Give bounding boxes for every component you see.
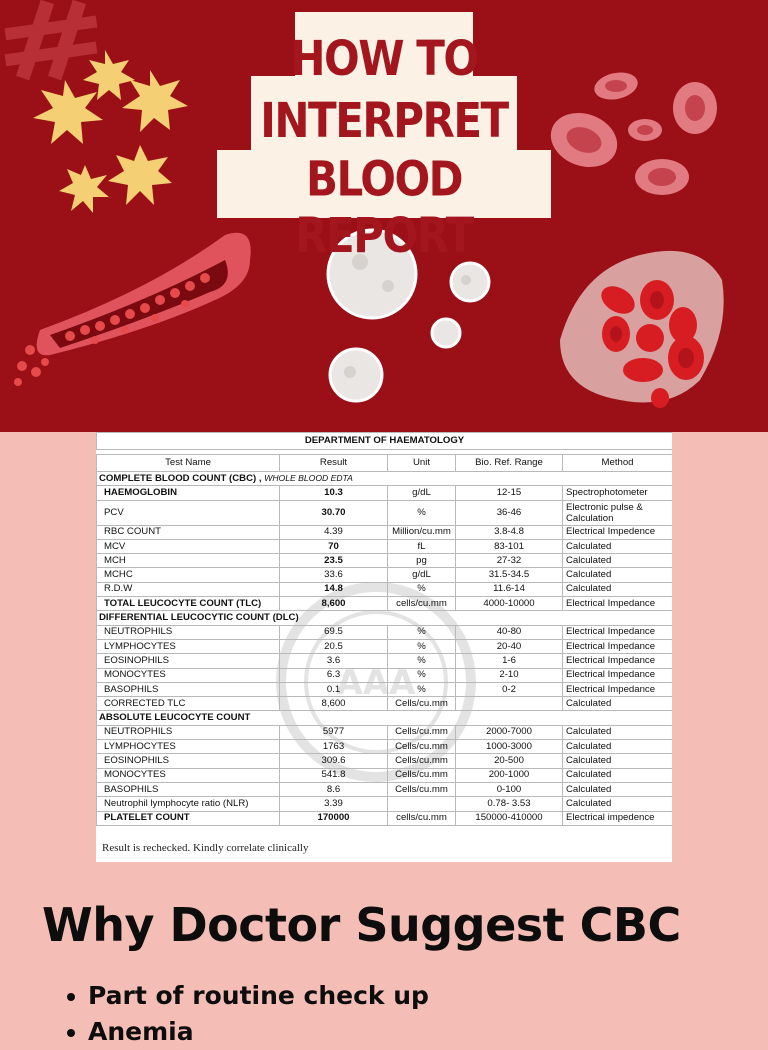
- unit-cell: %: [388, 625, 456, 639]
- range-cell: 36-46: [456, 500, 563, 525]
- blood-vessel-icon: [14, 233, 251, 386]
- range-cell: 0.78- 3.53: [456, 797, 563, 811]
- test-name-cell: PCV: [97, 500, 280, 525]
- range-cell: 200-1000: [456, 768, 563, 782]
- result-cell: 170000: [280, 811, 388, 825]
- title-line-2: INTERPRET: [260, 92, 508, 149]
- result-cell: 33.6: [280, 568, 388, 582]
- cbc-sample-type: WHOLE BLOOD EDTA: [264, 473, 353, 484]
- reason-item-2: Anemia: [88, 1014, 429, 1050]
- result-cell: 8,600: [280, 697, 388, 711]
- method-cell: Electrical impedence: [563, 811, 673, 825]
- table-row: [97, 539, 673, 553]
- table-row: [97, 697, 673, 711]
- unit-cell: g/dL: [388, 568, 456, 582]
- method-cell: Calculated: [563, 754, 673, 768]
- hero-banner: [0, 0, 768, 432]
- test-name-cell: MONOCYTES: [97, 768, 280, 782]
- table-row: [97, 811, 673, 825]
- method-cell: Spectrophotometer: [563, 486, 673, 500]
- result-cell: 8,600: [280, 597, 388, 611]
- range-cell: 27-32: [456, 554, 563, 568]
- range-cell: [456, 697, 563, 711]
- unit-cell: %: [388, 668, 456, 682]
- result-cell: 3.39: [280, 797, 388, 811]
- range-cell: 31.5-34.5: [456, 568, 563, 582]
- method-cell: Electronic pulse & Calculation: [563, 500, 673, 525]
- blood-report-table-image: [96, 432, 672, 862]
- unit-cell: pg: [388, 554, 456, 568]
- method-cell: Calculated: [563, 568, 673, 582]
- result-cell: 69.5: [280, 625, 388, 639]
- test-name-cell: NEUTROPHILS: [97, 625, 280, 639]
- method-cell: Electrical Impedance: [563, 682, 673, 696]
- test-name-cell: MCH: [97, 554, 280, 568]
- cbc-heading: COMPLETE BLOOD COUNT (CBC) ,: [99, 473, 262, 485]
- unit-cell: Cells/cu.mm: [388, 740, 456, 754]
- unit-cell: %: [388, 654, 456, 668]
- test-name-cell: Neutrophil lymphocyte ratio (NLR): [97, 797, 280, 811]
- unit-cell: %: [388, 500, 456, 525]
- result-cell: 1763: [280, 740, 388, 754]
- test-name-cell: R.D.W: [97, 582, 280, 596]
- test-name-cell: RBC COUNT: [97, 525, 280, 539]
- result-cell: 541.8: [280, 768, 388, 782]
- unit-cell: cells/cu.mm: [388, 811, 456, 825]
- section-heading: Why Doctor Suggest CBC: [42, 898, 681, 952]
- table-row: [97, 668, 673, 682]
- table-row: [97, 500, 673, 525]
- reasons-list: [88, 978, 429, 1050]
- unit-cell: Cells/cu.mm: [388, 725, 456, 739]
- range-cell: 0-2: [456, 682, 563, 696]
- test-name-cell: TOTAL LEUCOCYTE COUNT (TLC): [97, 597, 280, 611]
- result-cell: 0.1: [280, 682, 388, 696]
- unit-cell: [388, 797, 456, 811]
- unit-cell: %: [388, 639, 456, 653]
- test-name-cell: MONOCYTES: [97, 668, 280, 682]
- result-cell: 30.70: [280, 500, 388, 525]
- hash-decoration: [5, 0, 98, 80]
- unit-cell: Million/cu.mm: [388, 525, 456, 539]
- table-row: [97, 754, 673, 768]
- table-row: [97, 654, 673, 668]
- col-range: Bio. Ref. Range: [456, 455, 563, 472]
- range-cell: 83-101: [456, 539, 563, 553]
- method-cell: Calculated: [563, 725, 673, 739]
- unit-cell: Cells/cu.mm: [388, 768, 456, 782]
- range-cell: 2000-7000: [456, 725, 563, 739]
- method-cell: Calculated: [563, 697, 673, 711]
- result-cell: 4.39: [280, 525, 388, 539]
- range-cell: 0-100: [456, 782, 563, 796]
- method-cell: Calculated: [563, 582, 673, 596]
- range-cell: 20-500: [456, 754, 563, 768]
- test-name-cell: PLATELET COUNT: [97, 811, 280, 825]
- method-cell: Electrical Impedence: [563, 525, 673, 539]
- dlc-section-row: [97, 611, 673, 625]
- test-name-cell: CORRECTED TLC: [97, 697, 280, 711]
- range-cell: 3.8-4.8: [456, 525, 563, 539]
- range-cell: 12-15: [456, 486, 563, 500]
- method-cell: Calculated: [563, 539, 673, 553]
- table-row: [97, 554, 673, 568]
- table-row: [97, 597, 673, 611]
- test-name-cell: MCHC: [97, 568, 280, 582]
- col-result: Result: [280, 455, 388, 472]
- alc-heading: ABSOLUTE LEUCOCYTE COUNT: [97, 711, 673, 725]
- unit-cell: Cells/cu.mm: [388, 697, 456, 711]
- method-cell: Electrical Impedance: [563, 654, 673, 668]
- method-cell: Electrical Impedance: [563, 597, 673, 611]
- test-name-cell: EOSINOPHILS: [97, 654, 280, 668]
- table-row: [97, 486, 673, 500]
- range-cell: 40-80: [456, 625, 563, 639]
- report-note: Result is rechecked. Kindly correlate clinically: [102, 842, 309, 854]
- reason-item-1: Part of routine check up: [88, 978, 429, 1014]
- unit-cell: g/dL: [388, 486, 456, 500]
- result-cell: 10.3: [280, 486, 388, 500]
- table-row: [97, 740, 673, 754]
- table-row: [97, 768, 673, 782]
- method-cell: Calculated: [563, 782, 673, 796]
- range-cell: 1-6: [456, 654, 563, 668]
- unit-cell: Cells/cu.mm: [388, 754, 456, 768]
- title-block: [217, 12, 551, 264]
- test-name-cell: LYMPHOCYTES: [97, 639, 280, 653]
- title-line-1: HOW TO: [290, 30, 478, 87]
- method-cell: Calculated: [563, 797, 673, 811]
- table-row: [97, 525, 673, 539]
- col-test-name: Test Name: [97, 455, 280, 472]
- alc-rows: [97, 725, 673, 825]
- haematology-table: [96, 432, 672, 826]
- table-row: [97, 639, 673, 653]
- method-cell: Calculated: [563, 768, 673, 782]
- range-cell: 2-10: [456, 668, 563, 682]
- method-cell: Electrical Impedance: [563, 625, 673, 639]
- table-row: [97, 568, 673, 582]
- table-row: [97, 625, 673, 639]
- result-cell: 20.5: [280, 639, 388, 653]
- title-line-3: BLOOD REPORT: [295, 150, 473, 264]
- range-cell: 4000-10000: [456, 597, 563, 611]
- table-row: [97, 725, 673, 739]
- dlc-heading: DIFFERENTIAL LEUCOCYTIC COUNT (DLC): [97, 611, 673, 625]
- col-method: Method: [563, 455, 673, 472]
- result-cell: 8.6: [280, 782, 388, 796]
- table-row: [97, 582, 673, 596]
- test-name-cell: NEUTROPHILS: [97, 725, 280, 739]
- test-name-cell: MCV: [97, 539, 280, 553]
- result-cell: 70: [280, 539, 388, 553]
- test-name-cell: EOSINOPHILS: [97, 754, 280, 768]
- result-cell: 14.8: [280, 582, 388, 596]
- table-row: [97, 782, 673, 796]
- col-unit: Unit: [388, 455, 456, 472]
- result-cell: 309.6: [280, 754, 388, 768]
- unit-cell: Cells/cu.mm: [388, 782, 456, 796]
- method-cell: Electrical Impedance: [563, 668, 673, 682]
- test-name-cell: BASOPHILS: [97, 682, 280, 696]
- test-name-cell: HAEMOGLOBIN: [97, 486, 280, 500]
- range-cell: 150000-410000: [456, 811, 563, 825]
- result-cell: 23.5: [280, 554, 388, 568]
- method-cell: Electrical Impedance: [563, 639, 673, 653]
- unit-cell: %: [388, 682, 456, 696]
- range-cell: 11.6-14: [456, 582, 563, 596]
- table-header-row: [97, 455, 673, 472]
- table-row: [97, 797, 673, 811]
- svg-text:AAA: AAA: [336, 663, 416, 703]
- method-cell: Calculated: [563, 554, 673, 568]
- unit-cell: %: [388, 582, 456, 596]
- dlc-rows: [97, 625, 673, 711]
- unit-cell: cells/cu.mm: [388, 597, 456, 611]
- test-name-cell: LYMPHOCYTES: [97, 740, 280, 754]
- cbc-rows: [97, 486, 673, 611]
- result-cell: 6.3: [280, 668, 388, 682]
- alc-section-row: [97, 711, 673, 725]
- result-cell: 3.6: [280, 654, 388, 668]
- range-cell: 1000-3000: [456, 740, 563, 754]
- department-heading: DEPARTMENT OF HAEMATOLOGY: [97, 433, 673, 450]
- method-cell: Calculated: [563, 740, 673, 754]
- test-name-cell: BASOPHILS: [97, 782, 280, 796]
- table-row: [97, 682, 673, 696]
- range-cell: 20-40: [456, 639, 563, 653]
- cbc-section-row: [97, 472, 673, 486]
- result-cell: 5977: [280, 725, 388, 739]
- unit-cell: fL: [388, 539, 456, 553]
